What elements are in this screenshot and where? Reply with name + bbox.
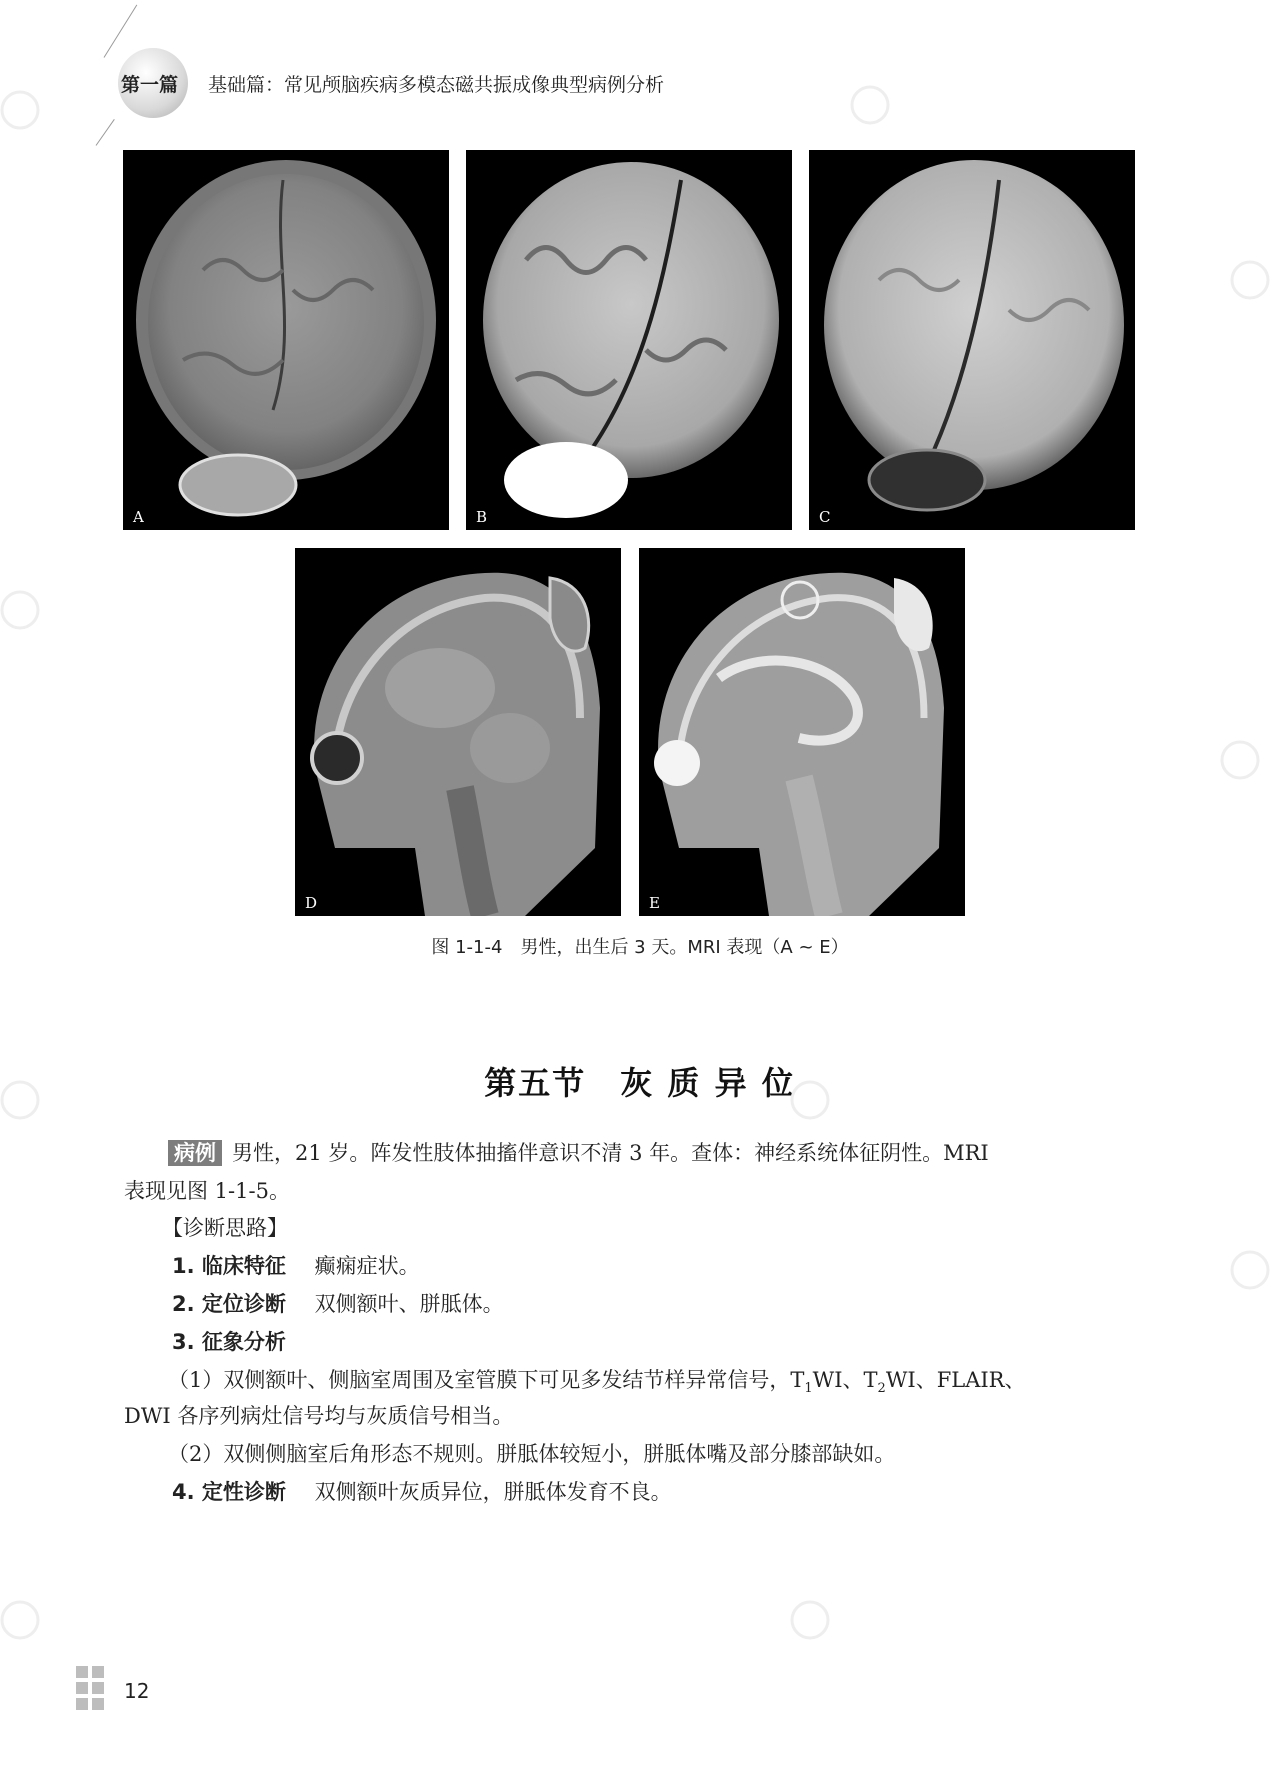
sagittal-brain-image-t2 [639, 548, 965, 916]
mri-panel-c [809, 150, 1135, 530]
finding-1-text-a: （1）双侧额叶、侧脑室周围及室管膜下可见多发结节样异常信号，T [168, 1368, 805, 1392]
diagnosis-item-2 [172, 1291, 504, 1317]
diagnosis-item-4 [172, 1479, 672, 1505]
finding-1-text-c: WI、FLAIR、 [885, 1368, 1026, 1392]
sagittal-brain-image-t1 [295, 548, 621, 916]
mri-panel-a [123, 150, 449, 530]
page-number: 12 [124, 1679, 150, 1703]
diagnosis-item-1 [172, 1253, 420, 1279]
axial-brain-image-t2 [466, 150, 792, 530]
part-label: 第一篇 [121, 74, 179, 96]
case-line-2: 表现见图 1-1-5。 [124, 1179, 290, 1203]
mri-panel-e [639, 548, 965, 916]
section-title: 第五节 灰 质 异 位 [484, 1064, 796, 1102]
diagnosis-item-3 [172, 1329, 286, 1355]
finding-1-text-b: WI、T [812, 1368, 878, 1392]
finding-1-line-2: DWI 各序列病灶信号均与灰质信号相当。 [124, 1404, 514, 1428]
book-title: 基础篇：常见颅脑疾病多模态磁共振成像典型病例分析 [208, 74, 665, 96]
item-1-text: 癫痫症状。 [314, 1254, 420, 1278]
case-label: 病例 [168, 1140, 222, 1166]
finding-1-sub-1: 1 [804, 1381, 813, 1397]
mri-panel-b [466, 150, 792, 530]
panel-letter-a: A [133, 508, 144, 526]
item-2-label: 2. 定位诊断 [172, 1292, 286, 1316]
page-corner-decoration [76, 1666, 110, 1712]
diagnosis-heading: 【诊断思路】 [162, 1216, 288, 1240]
panel-letter-d: D [305, 894, 318, 912]
item-3-label: 3. 征象分析 [172, 1330, 286, 1354]
item-4-text: 双侧额叶灰质异位，胼胝体发育不良。 [314, 1480, 672, 1504]
figure-caption: 图 1-1-4 男性，出生后 3 天。MRI 表现（A ~ E） [431, 937, 849, 958]
item-1-label: 1. 临床特征 [172, 1254, 286, 1278]
item-2-text: 双侧额叶、胼胝体。 [314, 1292, 504, 1316]
header-rule [104, 5, 138, 58]
finding-1-line-1 [168, 1367, 1026, 1402]
panel-letter-e: E [649, 894, 660, 912]
panel-letter-b: B [476, 508, 488, 526]
item-4-label: 4. 定性诊断 [172, 1480, 286, 1504]
case-paragraph [168, 1140, 989, 1166]
mri-panel-d [295, 548, 621, 916]
finding-1-sub-2: 2 [877, 1381, 886, 1397]
case-line-1: 男性，21 岁。阵发性肢体抽搐伴意识不清 3 年。查体：神经系统体征阴性。MRI [232, 1141, 989, 1165]
axial-brain-image [123, 150, 449, 530]
header-rule-lower [96, 119, 115, 146]
panel-letter-c: C [819, 508, 831, 526]
finding-2: （2）双侧侧脑室后角形态不规则。胼胝体较短小，胼胝体嘴及部分膝部缺如。 [168, 1442, 896, 1466]
axial-brain-image-flair [809, 150, 1135, 530]
